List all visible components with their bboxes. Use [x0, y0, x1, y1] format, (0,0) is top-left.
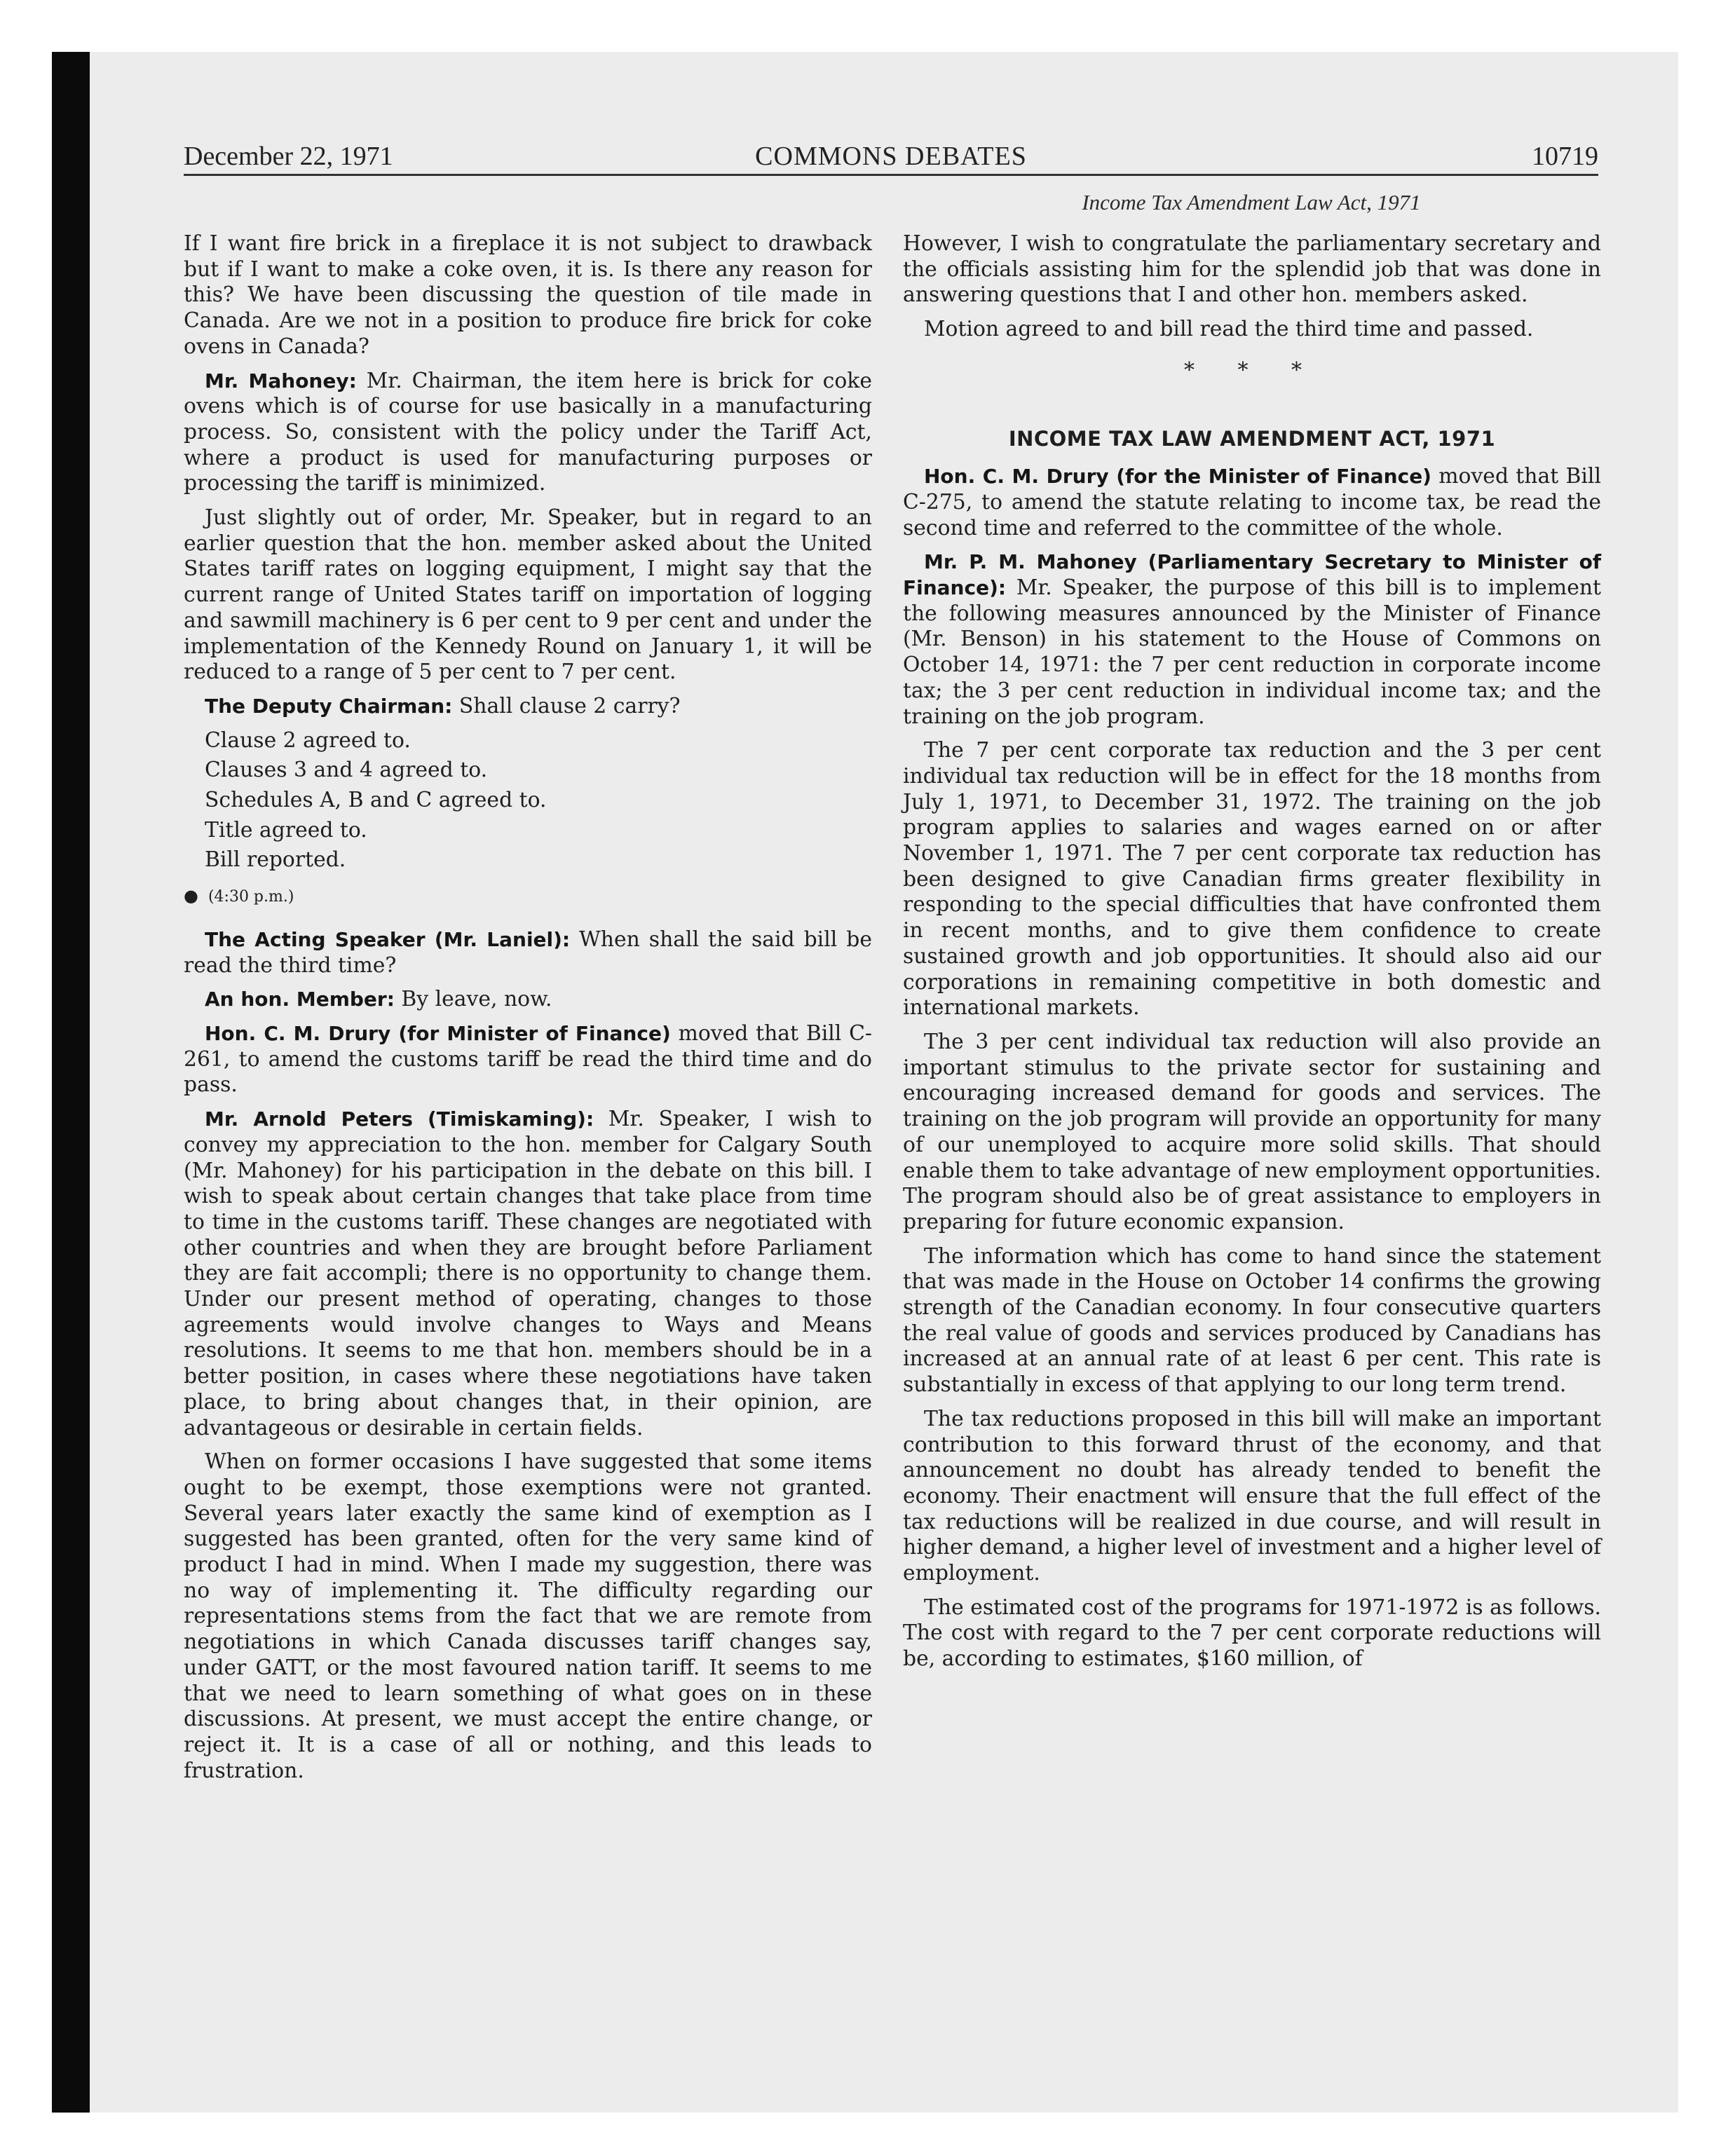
header-publication: COMMONS DEBATES [755, 142, 1027, 171]
speech-paragraph [903, 464, 1601, 541]
time-stamp: (4:30 p.m.) [207, 888, 294, 906]
speech-paragraph [184, 1021, 872, 1098]
speaker-name: Hon. C. M. Drury (for Minister of Finance) [205, 1021, 671, 1045]
speaker-name: The Deputy Chairman: [205, 694, 453, 718]
bullet-icon: ● [184, 886, 198, 906]
paragraph: Just slightly out of order, Mr. Speaker, but in regard to an earlier question that the hon. member asked about the United States tariff rates on logging equipment, I might say that the current range of United States tariff on importation of logging and sawmill machinery is 6 per cent to 9 per cent and under the implementation of the Kennedy Round on January 1, it will be reduced to a range of 5 per cent to 7 per cent. [184, 505, 872, 685]
speech-paragraph [184, 987, 872, 1013]
section-heading: INCOME TAX LAW AMENDMENT ACT, 1971 [1008, 426, 1496, 451]
scan-edge [52, 52, 90, 2113]
section-separator: * * * [1183, 357, 1321, 383]
header-page-number: 10719 [1532, 142, 1598, 171]
speaker-name: An hon. Member: [205, 988, 395, 1011]
speech-paragraph [903, 550, 1601, 730]
speech-text: moved that Bill C-275, to amend the statute relating to income tax, be read the second time and referred to the committee of the whole. [903, 464, 1601, 540]
speech-paragraph [184, 927, 872, 978]
paragraph: When on former occasions I have suggested that some items ought to be exempt, those exemptions were not granted. Several years later exactly the same kind of exemption as I suggested has been granted, often for the very same kind of product I had in mind. When I made my suggestion, there was no way of implementing it. The difficulty regarding our representations stems from the fact that we are remote from negotiations in which Canada discusses tariff changes say, under GATT, or the most favoured nation tariff. It seems to me that we need to learn something of what goes on in these discussions. At present, we must accept the entire change, or reject it. It is a case of all or nothing, and this leads to frustration. [184, 1449, 872, 1783]
speaker-name: Hon. C. M. Drury (for the Minister of Finance) [924, 465, 1431, 489]
speech-text: Shall clause 2 carry? [458, 693, 681, 718]
right-column [903, 231, 1601, 1681]
speech-paragraph [184, 1107, 872, 1441]
time-marker [184, 883, 872, 910]
paragraph: Motion agreed to and bill read the third time and passed. [924, 317, 1534, 342]
procedure-line: Clause 2 agreed to. [205, 728, 411, 753]
paragraph: If I want fire brick in a fireplace it is not subject to drawback but if I want to make a coke oven, it is. Is there any reason for this? We have been discussing the question of tile made in Canada. Are we not in a position to produce fire brick for coke ovens in Canada? [184, 231, 872, 359]
speaker-name: Mr. Mahoney: [205, 369, 357, 393]
speech-text: By leave, now. [401, 987, 552, 1012]
speech-text: When shall the said bill be read the third time? [184, 927, 872, 978]
procedure-line: Title agreed to. [205, 817, 367, 842]
paragraph: The information which has come to hand since the statement that was made in the House on October 14 confirms the growing strength of the Canadian economy. In four consecutive quarters the real value of goods and services produced by Canadians has increased at an annual rate of at least 6 per cent. This rate is substantially in excess of that applying to our long term trend. [903, 1243, 1601, 1398]
paragraph: The 3 per cent individual tax reduction will also provide an important stimulus to the private sector for sustaining and encouraging increased demand for goods and services. The training on the job program will provide an opportunity for many of our unemployed to acquire more solid skills. That should enable them to take advantage of new employment opportunities. The program should also be of great assistance to employers in preparing for future economic expansion. [903, 1029, 1601, 1234]
running-header [184, 139, 1598, 176]
speech-text: Mr. Speaker, the purpose of this bill is to implement the following measures announced by the Minister of Finance (Mr. Benson) in his statement to the House of Commons on October 14, 1971: the 7 per cent reduction in corporate income tax; the 3 per cent reduction in individual income tax; and the training on the job program. [903, 575, 1601, 729]
speech-text: Mr. Chairman, the item here is brick for coke ovens which is of course for use basically in a manufacturing process. So, consistent with the policy under the Tariff Act, where a product is used for manufacturing purposes or processing the tariff is minimized. [184, 368, 872, 496]
paragraph: The estimated cost of the programs for 1971-1972 is as follows. The cost with regard to the 7 per cent corporate reductions will be, according to estimates, $160 million, of [903, 1595, 1601, 1672]
paragraph: The tax reductions proposed in this bill will make an important contribution to this forward thrust of the economy, and that announcement no doubt has already tended to benefit the economy. Their enactment will ensure that the full effect of the tax reductions will be realized in due course, and will result in higher demand, a higher level of investment and a higher level of employment. [903, 1406, 1601, 1586]
procedure-line: Schedules A, B and C agreed to. [205, 788, 547, 813]
speech-text: moved that Bill C-261, to amend the customs tariff be read the third time and do pass. [184, 1021, 872, 1098]
paragraph: However, I wish to congratulate the parliamentary secretary and the officials assisting him for the splendid job that was done in answering questions that I and other hon. members asked. [903, 231, 1601, 308]
speaker-name: The Acting Speaker (Mr. Laniel): [205, 927, 571, 951]
speaker-name: Mr. Arnold Peters (Timiskaming): [205, 1107, 594, 1131]
procedure-line: Clauses 3 and 4 agreed to. [205, 758, 488, 783]
procedure-line: Bill reported. [205, 847, 346, 873]
speech-paragraph [184, 369, 872, 498]
paragraph: The 7 per cent corporate tax reduction and the 3 per cent individual tax reduction will be in effect for the 18 months from July 1, 1971, to December 31, 1972. The training on the job program applies to salaries and wages earned on or after November 1, 1971. The 7 per cent corporate tax reduction has been designed to give Canadian firms greater flexibility in responding to the special difficulties that have confronted them in recent months, and to give them confidence to create sustained growth and job opportunities. It should also aid our corporations in remaining competitive in both domestic and international markets. [903, 738, 1601, 1021]
speech-text: Mr. Speaker, I wish to convey my appreciation to the hon. member for Calgary South (Mr. Mahoney) for his participation in the debate on this bill. I wish to speak about certain changes that take place from time to time in the customs tariff. These changes are negotiated with other countries and when they are brought before Parliament they are fait accompli; there is no opportunity to change them. Under our present method of operating, changes to those agreements would involve changes to Ways and Means resolutions. It seems to me that hon. members should be in a better position, in cases where these negotiations have taken place, to bring about changes that, in their opinion, are advantageous or desirable in certain fields. [184, 1107, 872, 1440]
speech-paragraph [184, 694, 872, 720]
header-date: December 22, 1971 [184, 142, 393, 171]
speaker-name: Mr. P. M. Mahoney (Parliamentary Secretary to Minister of Finance): [903, 550, 1601, 600]
left-column [184, 231, 872, 1792]
act-running-title: Income Tax Amendment Law Act, 1971 [1082, 190, 1421, 214]
